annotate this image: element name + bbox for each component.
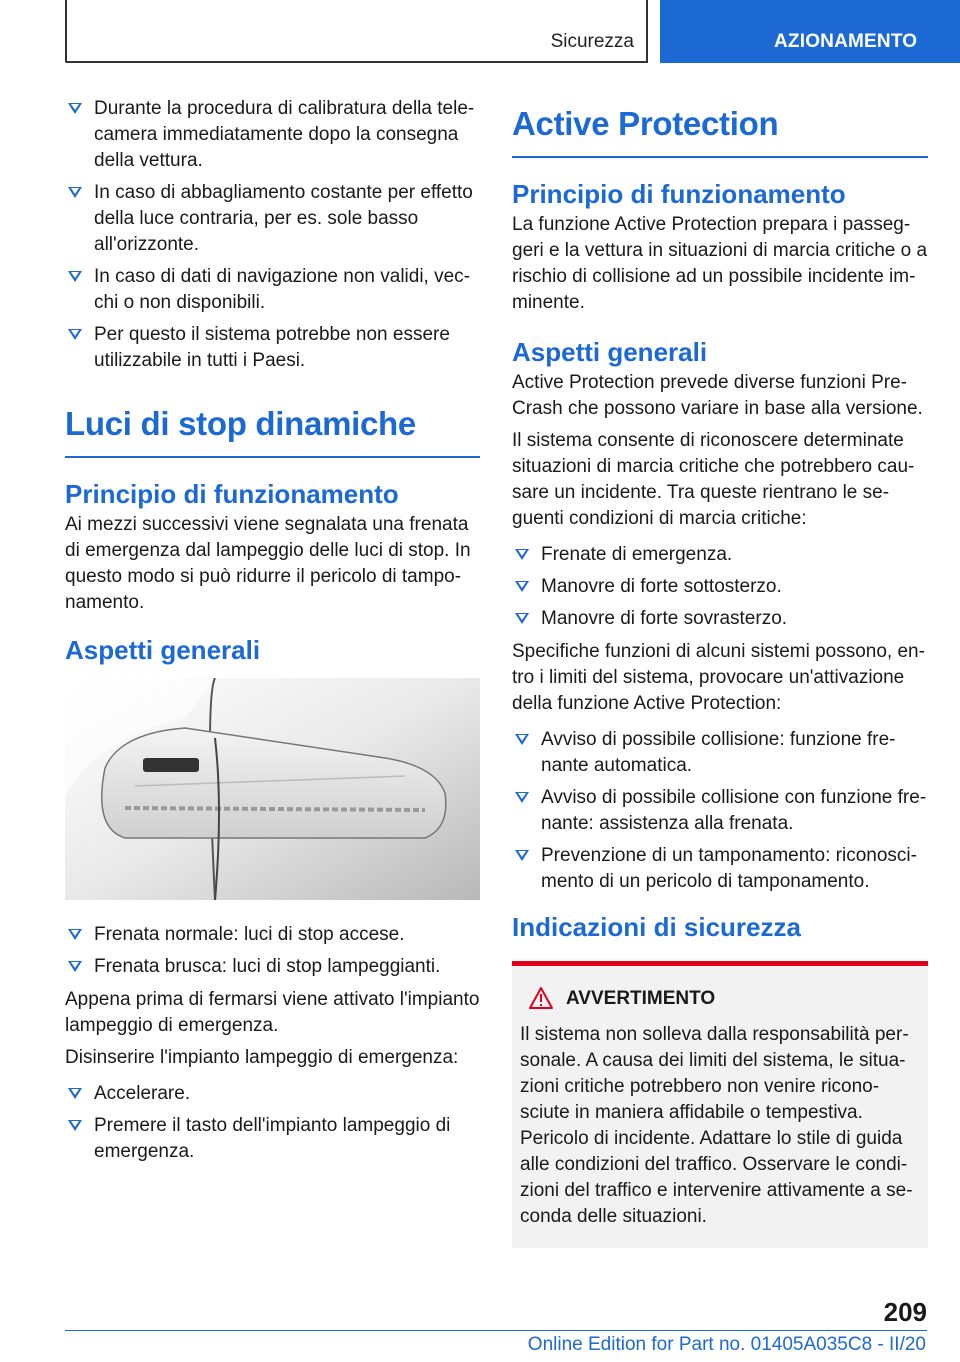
general-text-2: Il sistema consente di riconoscere determinate situazioni di marcia critiche che potrebbero causare un incidente. Tra queste rientrano le seguenti condizioni di marcia critiche: — [512, 430, 915, 529]
page-number: 209 — [883, 1297, 927, 1327]
header-section-label: Sicurezza — [550, 31, 634, 52]
triangle-bullet-icon — [515, 850, 529, 861]
section-title-dynamic-brake-lights: Luci di stop dinamiche — [65, 404, 480, 458]
triangle-bullet-icon — [68, 1120, 82, 1131]
intro-bullet-list — [65, 96, 480, 374]
general-text-1: Active Protection prevede diverse funzioni Pre-Crash che possono variare in base alla versione. — [512, 372, 923, 419]
footer-divider — [65, 1330, 927, 1331]
list-item: Prevenzione di un tamponamento: riconoscimento di un pericolo di tamponamento. — [512, 843, 928, 895]
list-item: Frenata brusca: luci di stop lampeggianti. — [65, 954, 480, 980]
disable-text: Disinserire l'impianto lampeggio di emergenza: — [65, 1047, 459, 1068]
triangle-bullet-icon — [515, 613, 529, 624]
triangle-bullet-icon — [68, 1088, 82, 1099]
function-bullet-list — [512, 727, 928, 895]
warning-box — [512, 961, 928, 1248]
list-item: In caso di abbagliamento costante per effetto della luce contraria, per es. sole basso all'orizzonte. — [65, 180, 480, 258]
triangle-bullet-icon — [68, 271, 82, 282]
list-item: Premere il tasto dell'impianto lampeggio di emergenza. — [65, 1113, 480, 1165]
header-chapter-label: AZIONAMENTO — [774, 31, 918, 52]
list-item: Accelerare. — [65, 1081, 480, 1107]
warning-triangle-icon — [528, 986, 554, 1018]
footer-edition: Online Edition for Part no. 01405A035C8 - II/20 — [527, 1334, 926, 1355]
triangle-bullet-icon — [515, 792, 529, 803]
subheading-safety: Indicazioni di sicurezza — [512, 912, 801, 942]
brake-bullet-list — [65, 922, 480, 980]
list-item: Frenata normale: luci di stop accese. — [65, 922, 480, 948]
principle-text: Ai mezzi successivi viene segnalata una frenata di emergenza dal lampeggio delle luci di stop. In questo modo si può ridurre il pericolo di tamponamento. — [65, 514, 471, 613]
subheading-principle: Principio di funzionamento — [512, 179, 846, 209]
right-column — [512, 96, 928, 1248]
left-column — [65, 96, 480, 1172]
triangle-bullet-icon — [68, 929, 82, 940]
triangle-bullet-icon — [515, 549, 529, 560]
list-item: In caso di dati di navigazione non validi, vecchi o non disponibili. — [65, 264, 480, 316]
subheading-principle: Principio di funzionamento — [65, 479, 399, 509]
critical-bullet-list — [512, 542, 928, 632]
taillight-illustration — [65, 678, 480, 908]
section-title-active-protection: Active Protection — [512, 104, 928, 158]
principle-text: La funzione Active Protection prepara i passeggeri e la vettura in situazioni di marcia critiche o a rischio di collisione ad un possibile incidente imminente. — [512, 214, 928, 313]
subheading-general: Aspetti generali — [65, 635, 261, 665]
list-item: Durante la procedura di calibratura della telecamera immediatamente dopo la consegna della vettura. — [65, 96, 480, 174]
triangle-bullet-icon — [68, 103, 82, 114]
triangle-bullet-icon — [515, 581, 529, 592]
warning-title: AVVERTIMENTO — [520, 986, 918, 1012]
triangle-bullet-icon — [515, 734, 529, 745]
hazard-text: Appena prima di fermarsi viene attivato l'impianto lampeggio di emergenza. — [65, 989, 480, 1036]
list-item: Manovre di forte sottosterzo. — [512, 574, 928, 600]
triangle-bullet-icon — [68, 187, 82, 198]
disable-bullet-list — [65, 1081, 480, 1165]
list-item: Avviso di possibile collisione con funzione frenante: assistenza alla frenata. — [512, 785, 928, 837]
functions-text: Specifiche funzioni di alcuni sistemi possono, entro i limiti del sistema, provocare un'attivazione della funzione Active Protection: — [512, 641, 925, 714]
triangle-bullet-icon — [68, 329, 82, 340]
subheading-general: Aspetti generali — [512, 337, 708, 367]
list-item: Frenate di emergenza. — [512, 542, 928, 568]
warning-text: Il sistema non solleva dalla responsabilità personale. A causa dei limiti del sistema, le situazioni critiche potrebbero non venire riconosciute in maniera affidabile o tempestiva. Pericolo di incidente. Adattare lo stile di guida alle condizioni del traffico. Osservare le condizioni del traffico e intervenire attivamente a seconda delle situazioni. — [520, 1024, 913, 1227]
triangle-bullet-icon — [68, 961, 82, 972]
header-section-tab — [65, 0, 648, 63]
list-item: Manovre di forte sovrasterzo. — [512, 606, 928, 632]
list-item: Avviso di possibile collisione: funzione frenante automatica. — [512, 727, 928, 779]
list-item: Per questo il sistema potrebbe non essere utilizzabile in tutti i Paesi. — [65, 322, 480, 374]
header-chapter-tab — [660, 0, 960, 63]
